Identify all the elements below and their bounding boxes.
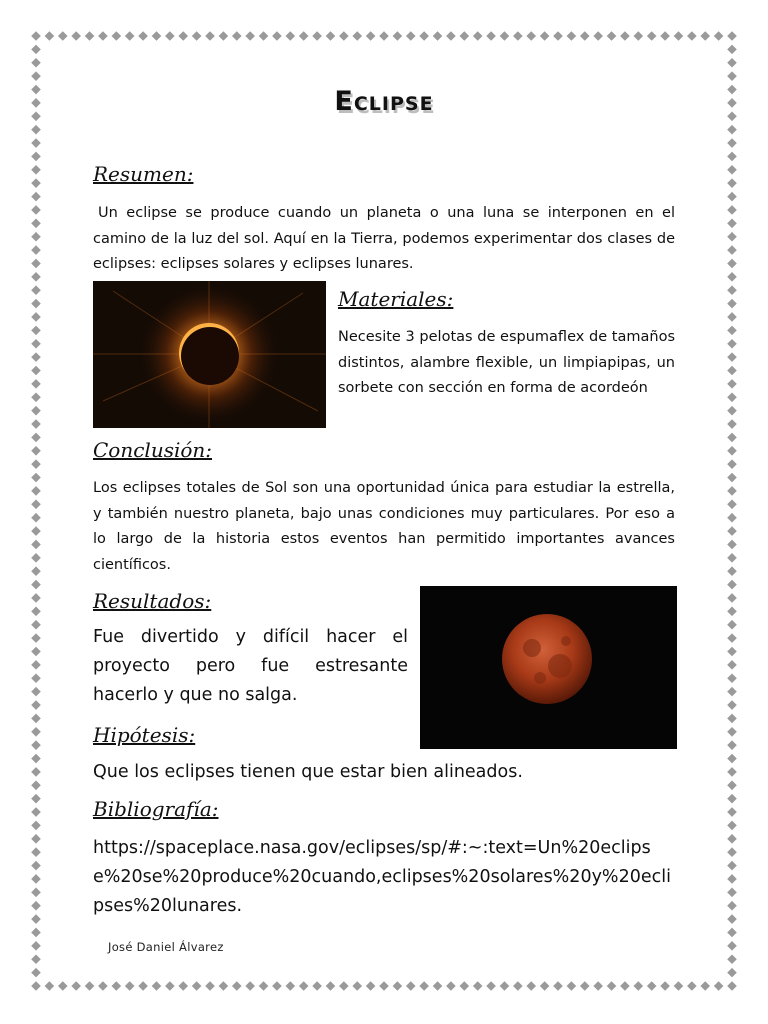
- border-diamond: [727, 165, 737, 175]
- border-diamond: [727, 727, 737, 737]
- border-diamond: [393, 31, 403, 41]
- heading-hipotesis: Hipótesis:: [93, 723, 196, 747]
- border-diamond: [540, 981, 550, 991]
- border-diamond: [31, 740, 41, 750]
- border-diamond: [379, 981, 389, 991]
- border-diamond: [31, 874, 41, 884]
- border-diamond: [727, 219, 737, 229]
- border-diamond: [71, 981, 81, 991]
- border-diamond: [727, 607, 737, 617]
- border-diamond: [31, 152, 41, 162]
- heading-conclusion: Conclusión:: [93, 438, 213, 462]
- border-diamond: [71, 31, 81, 41]
- border-diamond: [513, 981, 523, 991]
- border-diamond: [31, 58, 41, 68]
- border-diamond: [219, 31, 229, 41]
- border-diamond: [727, 954, 737, 964]
- border-diamond: [165, 31, 175, 41]
- border-diamond: [152, 981, 162, 991]
- border-diamond: [259, 31, 269, 41]
- border-diamond: [31, 205, 41, 215]
- border-diamond: [205, 981, 215, 991]
- border-diamond: [286, 981, 296, 991]
- border-diamond: [567, 981, 577, 991]
- border-diamond: [98, 31, 108, 41]
- border-diamond: [192, 981, 202, 991]
- border-diamond: [31, 192, 41, 202]
- border-diamond: [232, 981, 242, 991]
- border-diamond: [125, 31, 135, 41]
- border-diamond: [31, 928, 41, 938]
- border-diamond: [31, 981, 41, 991]
- border-diamond: [687, 31, 697, 41]
- border-diamond: [31, 245, 41, 255]
- border-diamond: [486, 981, 496, 991]
- border-diamond: [567, 31, 577, 41]
- border-diamond: [31, 954, 41, 964]
- border-diamond: [513, 31, 523, 41]
- border-diamond: [379, 31, 389, 41]
- border-diamond: [727, 486, 737, 496]
- border-diamond: [31, 687, 41, 697]
- border-diamond: [727, 513, 737, 523]
- border-diamond: [31, 326, 41, 336]
- border-diamond: [593, 981, 603, 991]
- border-diamond: [460, 31, 470, 41]
- border-diamond: [580, 31, 590, 41]
- border-diamond: [460, 981, 470, 991]
- border-diamond: [473, 31, 483, 41]
- border-diamond: [31, 807, 41, 817]
- hipotesis-text: Que los eclipses tienen que estar bien alineados.: [93, 762, 523, 782]
- border-diamond: [178, 981, 188, 991]
- border-diamond: [727, 125, 737, 135]
- border-diamond: [31, 138, 41, 148]
- border-diamond: [31, 821, 41, 831]
- border-diamond: [727, 807, 737, 817]
- border-diamond: [31, 352, 41, 362]
- border-diamond: [607, 981, 617, 991]
- heading-resumen: Resumen:: [93, 162, 194, 186]
- border-diamond: [31, 526, 41, 536]
- lunar-eclipse-image: [420, 586, 677, 749]
- border-diamond: [393, 981, 403, 991]
- author-name: José Daniel Álvarez: [108, 940, 224, 954]
- border-diamond: [700, 981, 710, 991]
- lunar-eclipse-icon: [420, 586, 677, 749]
- border-diamond: [660, 981, 670, 991]
- border-diamond: [727, 205, 737, 215]
- border-diamond: [607, 31, 617, 41]
- border-diamond: [727, 847, 737, 857]
- border-diamond: [727, 834, 737, 844]
- border-diamond: [406, 981, 416, 991]
- border-diamond: [31, 219, 41, 229]
- border-diamond: [727, 647, 737, 657]
- border-diamond: [366, 981, 376, 991]
- border-diamond: [312, 31, 322, 41]
- border-diamond: [31, 767, 41, 777]
- border-diamond: [326, 981, 336, 991]
- border-diamond: [31, 754, 41, 764]
- border-diamond: [31, 861, 41, 871]
- border-diamond: [526, 31, 536, 41]
- border-diamond: [31, 366, 41, 376]
- border-diamond: [31, 125, 41, 135]
- border-diamond: [727, 754, 737, 764]
- border-diamond: [674, 31, 684, 41]
- border-diamond: [526, 981, 536, 991]
- border-diamond: [31, 433, 41, 443]
- border-diamond: [178, 31, 188, 41]
- border-diamond: [31, 727, 41, 737]
- border-diamond: [727, 299, 737, 309]
- border-diamond: [31, 165, 41, 175]
- border-diamond: [31, 914, 41, 924]
- solar-eclipse-image: [93, 281, 326, 428]
- border-diamond: [31, 593, 41, 603]
- border-diamond: [727, 540, 737, 550]
- border-diamond: [620, 31, 630, 41]
- border-diamond: [406, 31, 416, 41]
- border-diamond: [339, 31, 349, 41]
- border-diamond: [45, 981, 55, 991]
- border-diamond: [312, 981, 322, 991]
- border-diamond: [727, 901, 737, 911]
- border-diamond: [727, 459, 737, 469]
- border-diamond: [339, 981, 349, 991]
- border-diamond: [31, 272, 41, 282]
- border-diamond: [31, 620, 41, 630]
- border-diamond: [727, 45, 737, 55]
- border-diamond: [727, 245, 737, 255]
- resumen-text: Un eclipse se produce cuando un planeta o una luna se interponen en el camino de la luz del sol. Aquí en la Tierra, podemos experimentar dos clases de eclipses: eclipses solares y eclipses lunares.: [93, 205, 675, 272]
- border-diamond: [620, 981, 630, 991]
- border-diamond: [647, 31, 657, 41]
- border-diamond: [727, 941, 737, 951]
- border-diamond: [727, 580, 737, 590]
- border-diamond: [31, 392, 41, 402]
- border-diamond: [727, 312, 737, 322]
- border-diamond: [58, 981, 68, 991]
- border-diamond: [31, 259, 41, 269]
- border-diamond: [245, 31, 255, 41]
- border-diamond: [352, 981, 362, 991]
- border-diamond: [31, 834, 41, 844]
- border-diamond: [727, 352, 737, 362]
- border-diamond: [727, 192, 737, 202]
- border-diamond: [433, 31, 443, 41]
- resultados-text: Fue divertido y difícil hacer el proyecto pero fue estresante hacerlo y que no salga.: [93, 627, 408, 705]
- border-diamond: [727, 366, 737, 376]
- border-diamond: [727, 861, 737, 871]
- border-diamond: [727, 500, 737, 510]
- border-diamond: [727, 178, 737, 188]
- border-diamond: [500, 31, 510, 41]
- border-diamond: [31, 178, 41, 188]
- border-diamond: [446, 31, 456, 41]
- border-diamond: [31, 780, 41, 790]
- border-diamond: [727, 687, 737, 697]
- border-diamond: [192, 31, 202, 41]
- border-diamond: [31, 607, 41, 617]
- border-diamond: [727, 419, 737, 429]
- border-diamond: [593, 31, 603, 41]
- border-diamond: [727, 152, 737, 162]
- border-diamond: [660, 31, 670, 41]
- border-diamond: [727, 259, 737, 269]
- border-diamond: [326, 31, 336, 41]
- border-diamond: [727, 58, 737, 68]
- border-diamond: [727, 888, 737, 898]
- border-diamond: [31, 299, 41, 309]
- border-diamond: [125, 981, 135, 991]
- border-diamond: [299, 981, 309, 991]
- border-diamond: [31, 312, 41, 322]
- border-diamond: [138, 31, 148, 41]
- border-diamond: [553, 981, 563, 991]
- border-diamond: [272, 981, 282, 991]
- border-diamond: [31, 486, 41, 496]
- border-diamond: [31, 45, 41, 55]
- border-diamond: [112, 981, 122, 991]
- border-diamond: [580, 981, 590, 991]
- border-diamond: [138, 981, 148, 991]
- border-diamond: [419, 981, 429, 991]
- border-diamond: [31, 847, 41, 857]
- border-diamond: [299, 31, 309, 41]
- border-diamond: [727, 740, 737, 750]
- border-diamond: [85, 981, 95, 991]
- border-diamond: [58, 31, 68, 41]
- border-diamond: [31, 647, 41, 657]
- heading-materiales: Materiales:: [338, 287, 454, 311]
- border-diamond: [31, 500, 41, 510]
- border-diamond: [727, 553, 737, 563]
- border-diamond: [31, 406, 41, 416]
- border-diamond: [727, 700, 737, 710]
- border-diamond: [31, 459, 41, 469]
- border-diamond: [727, 326, 737, 336]
- border-diamond: [31, 553, 41, 563]
- border-diamond: [687, 981, 697, 991]
- border-diamond: [31, 379, 41, 389]
- border-diamond: [634, 981, 644, 991]
- border-diamond: [727, 633, 737, 643]
- border-diamond: [259, 981, 269, 991]
- border-diamond: [31, 714, 41, 724]
- border-diamond: [727, 31, 737, 41]
- border-diamond: [31, 446, 41, 456]
- border-diamond: [727, 821, 737, 831]
- border-diamond: [31, 513, 41, 523]
- border-diamond: [540, 31, 550, 41]
- border-diamond: [727, 406, 737, 416]
- border-diamond: [419, 31, 429, 41]
- border-diamond: [727, 928, 737, 938]
- border-diamond: [727, 446, 737, 456]
- border-diamond: [727, 272, 737, 282]
- border-diamond: [31, 71, 41, 81]
- border-diamond: [647, 981, 657, 991]
- border-diamond: [727, 620, 737, 630]
- border-diamond: [727, 138, 737, 148]
- border-diamond: [727, 767, 737, 777]
- border-diamond: [727, 392, 737, 402]
- border-diamond: [245, 981, 255, 991]
- border-diamond: [152, 31, 162, 41]
- border-diamond: [232, 31, 242, 41]
- border-diamond: [727, 780, 737, 790]
- border-diamond: [727, 379, 737, 389]
- conclusion-text: Los eclipses totales de Sol son una oportunidad única para estudiar la estrella, y también nuestro planeta, bajo unas condiciones muy particulares. Por eso a lo largo de la historia estos eventos han permitido importantes avances científicos.: [93, 480, 675, 573]
- border-diamond: [31, 285, 41, 295]
- border-diamond: [31, 419, 41, 429]
- border-diamond: [31, 901, 41, 911]
- border-diamond: [473, 981, 483, 991]
- border-diamond: [366, 31, 376, 41]
- border-diamond: [727, 71, 737, 81]
- border-diamond: [486, 31, 496, 41]
- border-diamond: [45, 31, 55, 41]
- border-diamond: [31, 232, 41, 242]
- border-diamond: [31, 31, 41, 41]
- materiales-text: Necesite 3 pelotas de espumaflex de tamaños distintos, alambre flexible, un limpiapipas, un sorbete con sección en forma de acordeón: [338, 329, 675, 396]
- border-diamond: [352, 31, 362, 41]
- border-diamond: [727, 874, 737, 884]
- border-diamond: [553, 31, 563, 41]
- border-diamond: [85, 31, 95, 41]
- border-diamond: [286, 31, 296, 41]
- border-diamond: [31, 968, 41, 978]
- border-diamond: [112, 31, 122, 41]
- border-diamond: [446, 981, 456, 991]
- border-diamond: [31, 941, 41, 951]
- border-diamond: [31, 339, 41, 349]
- border-diamond: [31, 888, 41, 898]
- border-diamond: [219, 981, 229, 991]
- border-diamond: [727, 526, 737, 536]
- border-diamond: [272, 31, 282, 41]
- border-diamond: [727, 232, 737, 242]
- border-diamond: [727, 473, 737, 483]
- border-diamond: [500, 981, 510, 991]
- border-diamond: [98, 981, 108, 991]
- border-diamond: [31, 540, 41, 550]
- border-diamond: [727, 285, 737, 295]
- border-diamond: [727, 914, 737, 924]
- border-diamond: [31, 473, 41, 483]
- border-diamond: [727, 339, 737, 349]
- border-diamond: [165, 981, 175, 991]
- border-diamond: [31, 660, 41, 670]
- border-diamond: [31, 566, 41, 576]
- border-diamond: [31, 794, 41, 804]
- border-diamond: [31, 673, 41, 683]
- border-diamond: [714, 981, 724, 991]
- border-diamond: [31, 580, 41, 590]
- border-diamond: [31, 700, 41, 710]
- heading-resultados: Resultados:: [93, 589, 212, 613]
- border-diamond: [727, 714, 737, 724]
- border-diamond: [727, 566, 737, 576]
- border-diamond: [714, 31, 724, 41]
- border-diamond: [205, 31, 215, 41]
- border-diamond: [674, 981, 684, 991]
- border-diamond: [727, 660, 737, 670]
- border-diamond: [433, 981, 443, 991]
- border-diamond: [727, 593, 737, 603]
- heading-bibliografia: Bibliografía:: [93, 797, 219, 821]
- document-title: Eclipse: [334, 86, 434, 117]
- border-diamond: [634, 31, 644, 41]
- border-diamond: [727, 433, 737, 443]
- bibliografia-link[interactable]: https://spaceplace.nasa.gov/eclipses/sp/#:~:text=Un%20eclipse%20se%20produce%20cuando,eclipses%20solares%20y%20eclipses%20lunares.: [93, 838, 671, 916]
- border-diamond: [700, 31, 710, 41]
- border-diamond: [727, 981, 737, 991]
- solar-eclipse-icon: [93, 281, 326, 428]
- border-diamond: [31, 633, 41, 643]
- border-diamond: [727, 794, 737, 804]
- border-diamond: [727, 673, 737, 683]
- border-diamond: [727, 968, 737, 978]
